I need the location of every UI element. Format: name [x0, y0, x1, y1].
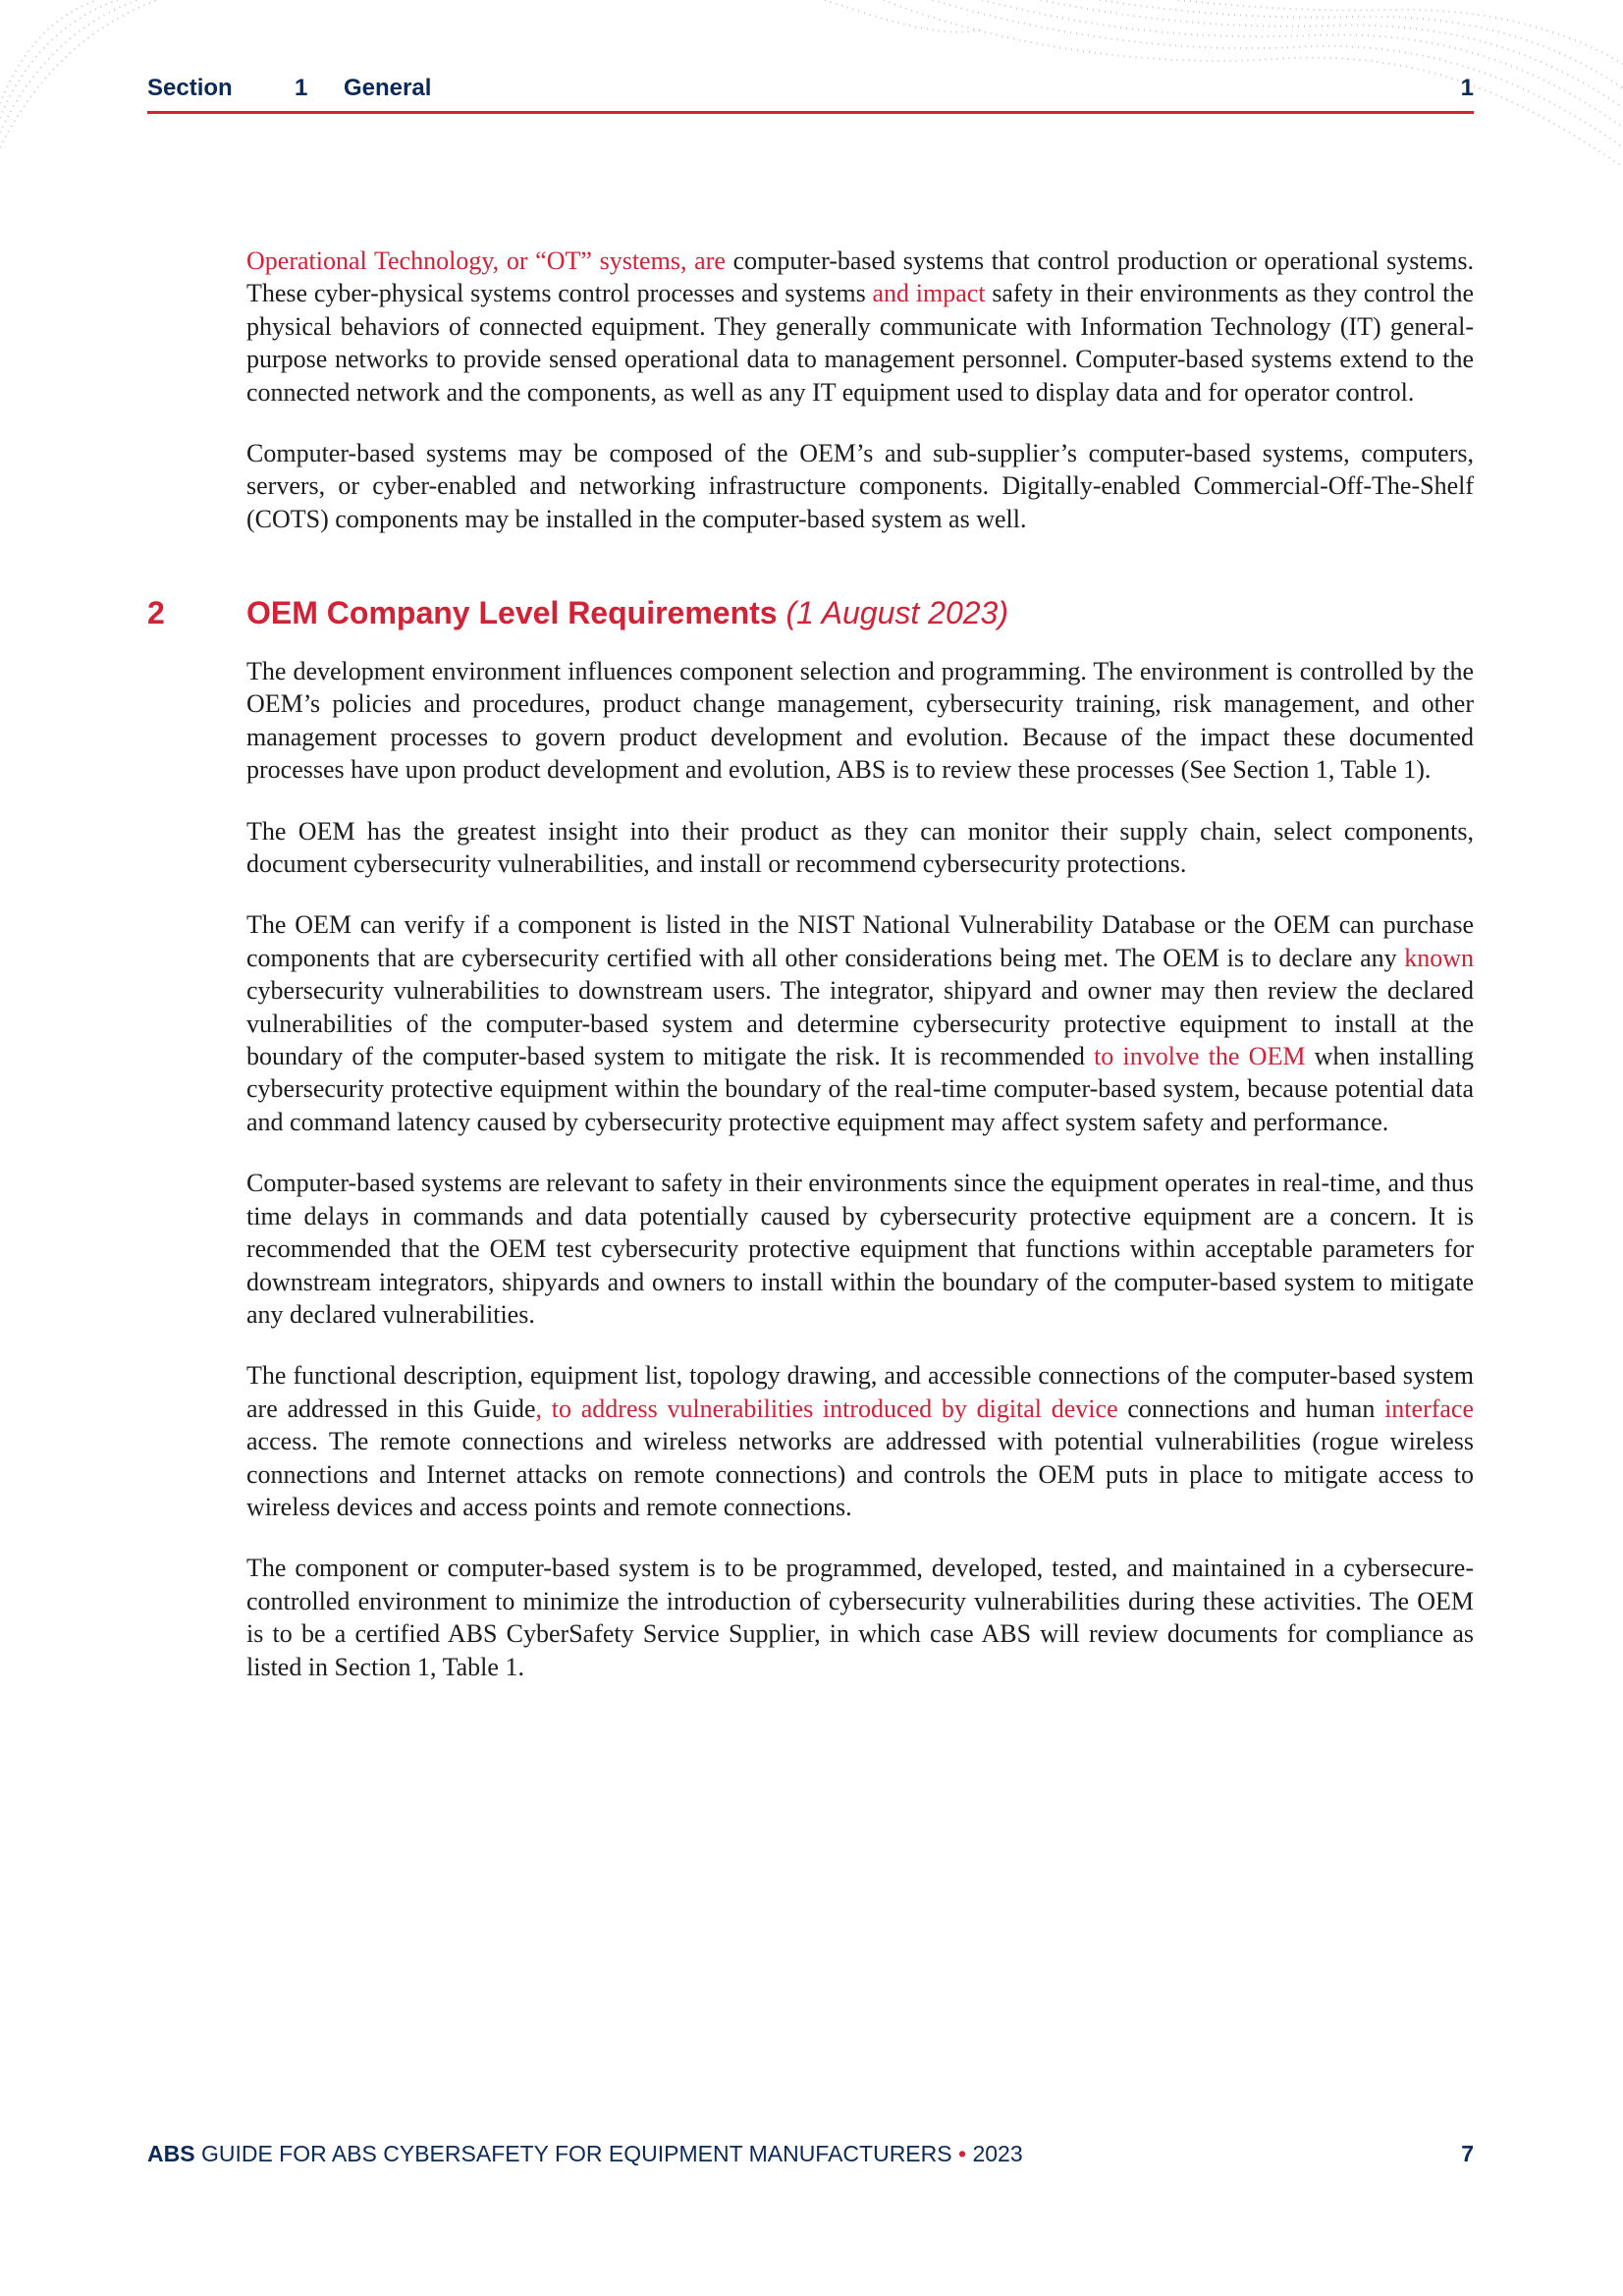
footer-title: GUIDE FOR ABS CYBERSAFETY FOR EQUIPMENT MANUFACTURERS	[194, 2141, 958, 2166]
section-heading-title	[246, 595, 1008, 631]
page-header	[147, 75, 1474, 114]
section-paragraph-6: The component or computer-based system is to be programmed, developed, tested, and maintained in a cybersecure-controlled environment to minimize the introduction of cybersecurity vulnerabilities during these activities. The OEM is to be a certified ABS CyberSafety Service Supplier, in which case ABS will review documents for compliance as listed in Section 1, Table 1.	[246, 1554, 1474, 1681]
revised-text: known	[1404, 943, 1474, 972]
text-run: cybersecurity vulnerabilities to downstream users. The integrator, shipyard and owner may then review the declared vulnerabilities of the computer-based system and determine cybersecurity protective equipment to install at the boundary of the computer-based system to mitigate the risk. It is recommended	[246, 976, 1474, 1071]
section-paragraph-2: The OEM has the greatest insight into their product as they can monitor their supply chain, select components, document cybersecurity vulnerabilities, and install or recommend cybersecurity protections.	[246, 816, 1474, 879]
text-run: access. The remote connections and wireless networks are addressed with potential vulnerabilities (rogue wireless connections and Internet attacks on remote connections) and controls the OEM puts in place to mitigate access to wireless devices and access points and remote connections.	[246, 1427, 1474, 1521]
section-heading-date: (1 August 2023)	[785, 595, 1008, 630]
text-run: safety in their environments as they control the physical behaviors of connected equipment. They generally communicate with Information Technology (IT) general-purpose networks to provide sensed operational data to management personnel. Computer-based systems extend to the connected network and the components, as well as any IT equipment used to display data and for operator control.	[246, 279, 1474, 407]
text-run: The OEM can verify if a component is listed in the NIST National Vulnerability Database or the OEM can purchase components that are cybersecurity certified with all other considerations being met. The OEM is to declare any	[246, 910, 1474, 972]
revised-text: and impact	[872, 279, 986, 308]
header-section-number: 1	[295, 75, 308, 101]
text-run: computer-based systems that control production or operational systems. These cyber-physical systems control processes and systems	[246, 246, 1474, 308]
revised-text: , to address vulnerabilities introduced by digital device	[535, 1394, 1118, 1423]
intro-text	[246, 245, 1474, 564]
revised-text: to involve the OEM	[1094, 1042, 1306, 1071]
revised-text: Operational Technology, or “OT” systems, are	[246, 246, 726, 275]
section-paragraph-5	[246, 1359, 1474, 1523]
section-paragraph-4: Computer-based systems are relevant to safety in their environments since the equipment operates in real-time, and thus time delays in commands and data potentially caused by cybersecurity protective equipment are a concern. It is recommended that the OEM test cybersecurity protective equipment that functions within acceptable parameters for downstream integrators, shipyards and owners to install within the boundary of the computer-based system to mitigate any declared vulnerabilities.	[246, 1169, 1474, 1329]
footer-brand: ABS	[147, 2141, 195, 2166]
header-section-label: Section	[147, 75, 233, 101]
section-body	[246, 655, 1474, 1712]
section-heading-number: 2	[147, 595, 165, 630]
heading-text: OEM Company Level Requirements	[246, 595, 778, 630]
intro-paragraph-1	[246, 245, 1474, 409]
header-divider	[147, 111, 1474, 114]
page-footer	[147, 2141, 1474, 2167]
text-run: The functional description, equipment list, topology drawing, and accessible connections of the computer-based system are addressed in this Guide	[246, 1361, 1474, 1423]
intro-paragraph-2: Computer-based systems may be composed of the OEM’s and sub-supplier’s computer-based systems, computers, servers, or cyber-enabled and networking infrastructure components. Digitally-enabled Commercial-Off-The-Shelf (COTS) components may be installed in the computer-based system as well.	[246, 439, 1474, 533]
footer-year: 2023	[966, 2141, 1023, 2166]
section-paragraph-3	[246, 908, 1474, 1138]
footer-page-number: 7	[1461, 2141, 1474, 2166]
header-section-title: General	[344, 75, 432, 101]
header-page-number: 1	[1460, 75, 1474, 101]
revised-text: interface	[1384, 1394, 1475, 1423]
footer-bullet: •	[958, 2141, 967, 2166]
text-run: when installing cybersecurity protective equipment within the boundary of the real-time computer-based system, because potential data and command latency caused by cybersecurity protective equipment may affect system safety and performance.	[246, 1042, 1474, 1136]
section-paragraph-1: The development environment influences component selection and programming. The environment is controlled by the OEM’s policies and procedures, product change management, cybersecurity training, risk management, and other management processes to govern product development and evolution. Because of the impact these documented processes have upon product development and evolution, ABS is to review these processes (See Section 1, Table 1).	[246, 657, 1474, 785]
text-run: connections and human	[1117, 1394, 1385, 1423]
